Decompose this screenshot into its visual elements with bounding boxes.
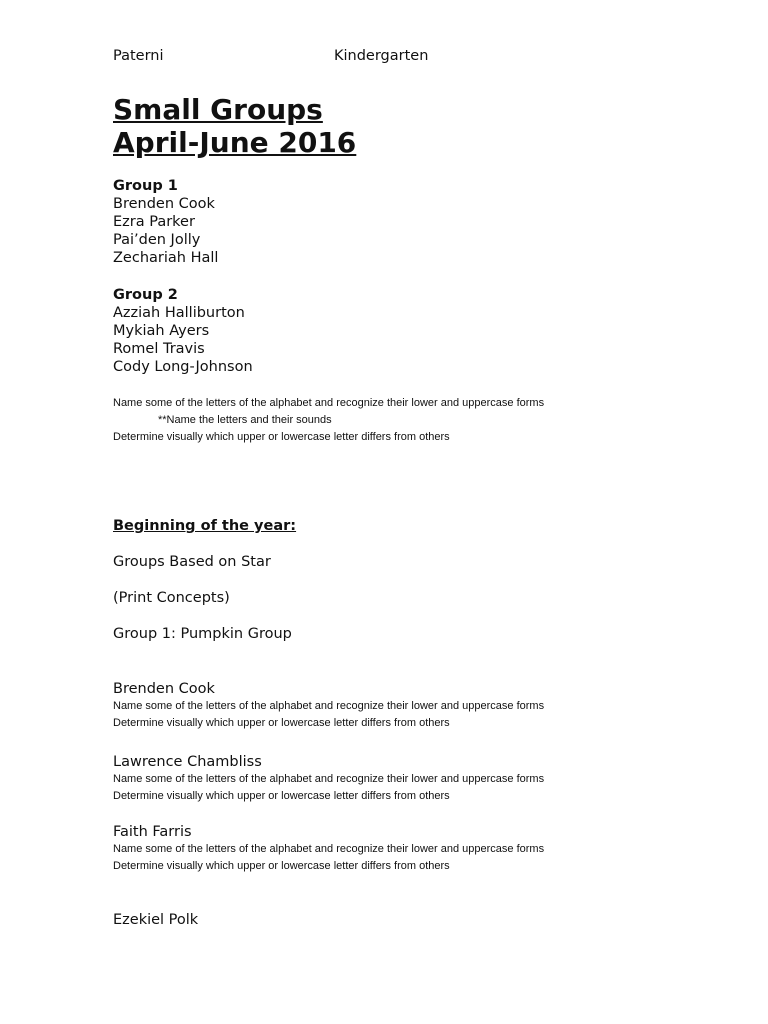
- group-2-heading: Group 2: [113, 287, 178, 303]
- group-member: Romel Travis: [113, 341, 205, 357]
- grouping-basis: Groups Based on Star: [113, 554, 271, 570]
- student-entry: [113, 680, 544, 732]
- group-member: Ezra Parker: [113, 214, 195, 230]
- group-member: Pai’den Jolly: [113, 232, 201, 248]
- group-member: Mykiah Ayers: [113, 323, 210, 339]
- student-goal: Name some of the letters of the alphabet and recognize their lower and uppercase forms: [113, 843, 545, 855]
- group-label: Group 1: Pumpkin Group: [113, 626, 292, 642]
- student-name: Lawrence Chambliss: [113, 754, 262, 770]
- student-entry: [113, 753, 544, 805]
- student-goal: Name some of the letters of the alphabet and recognize their lower and uppercase forms: [113, 773, 545, 785]
- goal-line: Determine visually which upper or lowercase letter differs from others: [113, 431, 450, 443]
- student-name: Ezekiel Polk: [113, 912, 199, 928]
- student-name: Faith Farris: [113, 824, 192, 840]
- print-concepts-note: (Print Concepts): [113, 590, 230, 606]
- group-member: Zechariah Hall: [113, 250, 219, 266]
- page-subtitle-dates: April-June 2016: [113, 126, 357, 159]
- section-heading: Beginning of the year:: [113, 518, 297, 534]
- group-member: Cody Long-Johnson: [113, 359, 253, 375]
- goal-line: Name some of the letters of the alphabet and recognize their lower and uppercase forms: [113, 397, 545, 409]
- group-1-section: [113, 177, 218, 267]
- teacher-name: Paterni: [113, 48, 164, 64]
- group-member: Brenden Cook: [113, 196, 215, 212]
- group-1-heading: Group 1: [113, 178, 178, 194]
- student-entry: [113, 911, 198, 929]
- grade-level: Kindergarten: [334, 48, 429, 64]
- group-member: Azziah Halliburton: [113, 305, 245, 321]
- page-title: Small Groups: [113, 93, 323, 126]
- student-entry: [113, 823, 544, 875]
- student-goal: Determine visually which upper or lowercase letter differs from others: [113, 717, 450, 729]
- student-goal: Name some of the letters of the alphabet and recognize their lower and uppercase forms: [113, 700, 545, 712]
- student-name: Brenden Cook: [113, 681, 215, 697]
- goal-line-indented: **Name the letters and their sounds: [158, 414, 332, 426]
- student-goal: Determine visually which upper or lowercase letter differs from others: [113, 860, 450, 872]
- student-goal: Determine visually which upper or lowercase letter differs from others: [113, 790, 450, 802]
- group-2-section: [113, 286, 253, 376]
